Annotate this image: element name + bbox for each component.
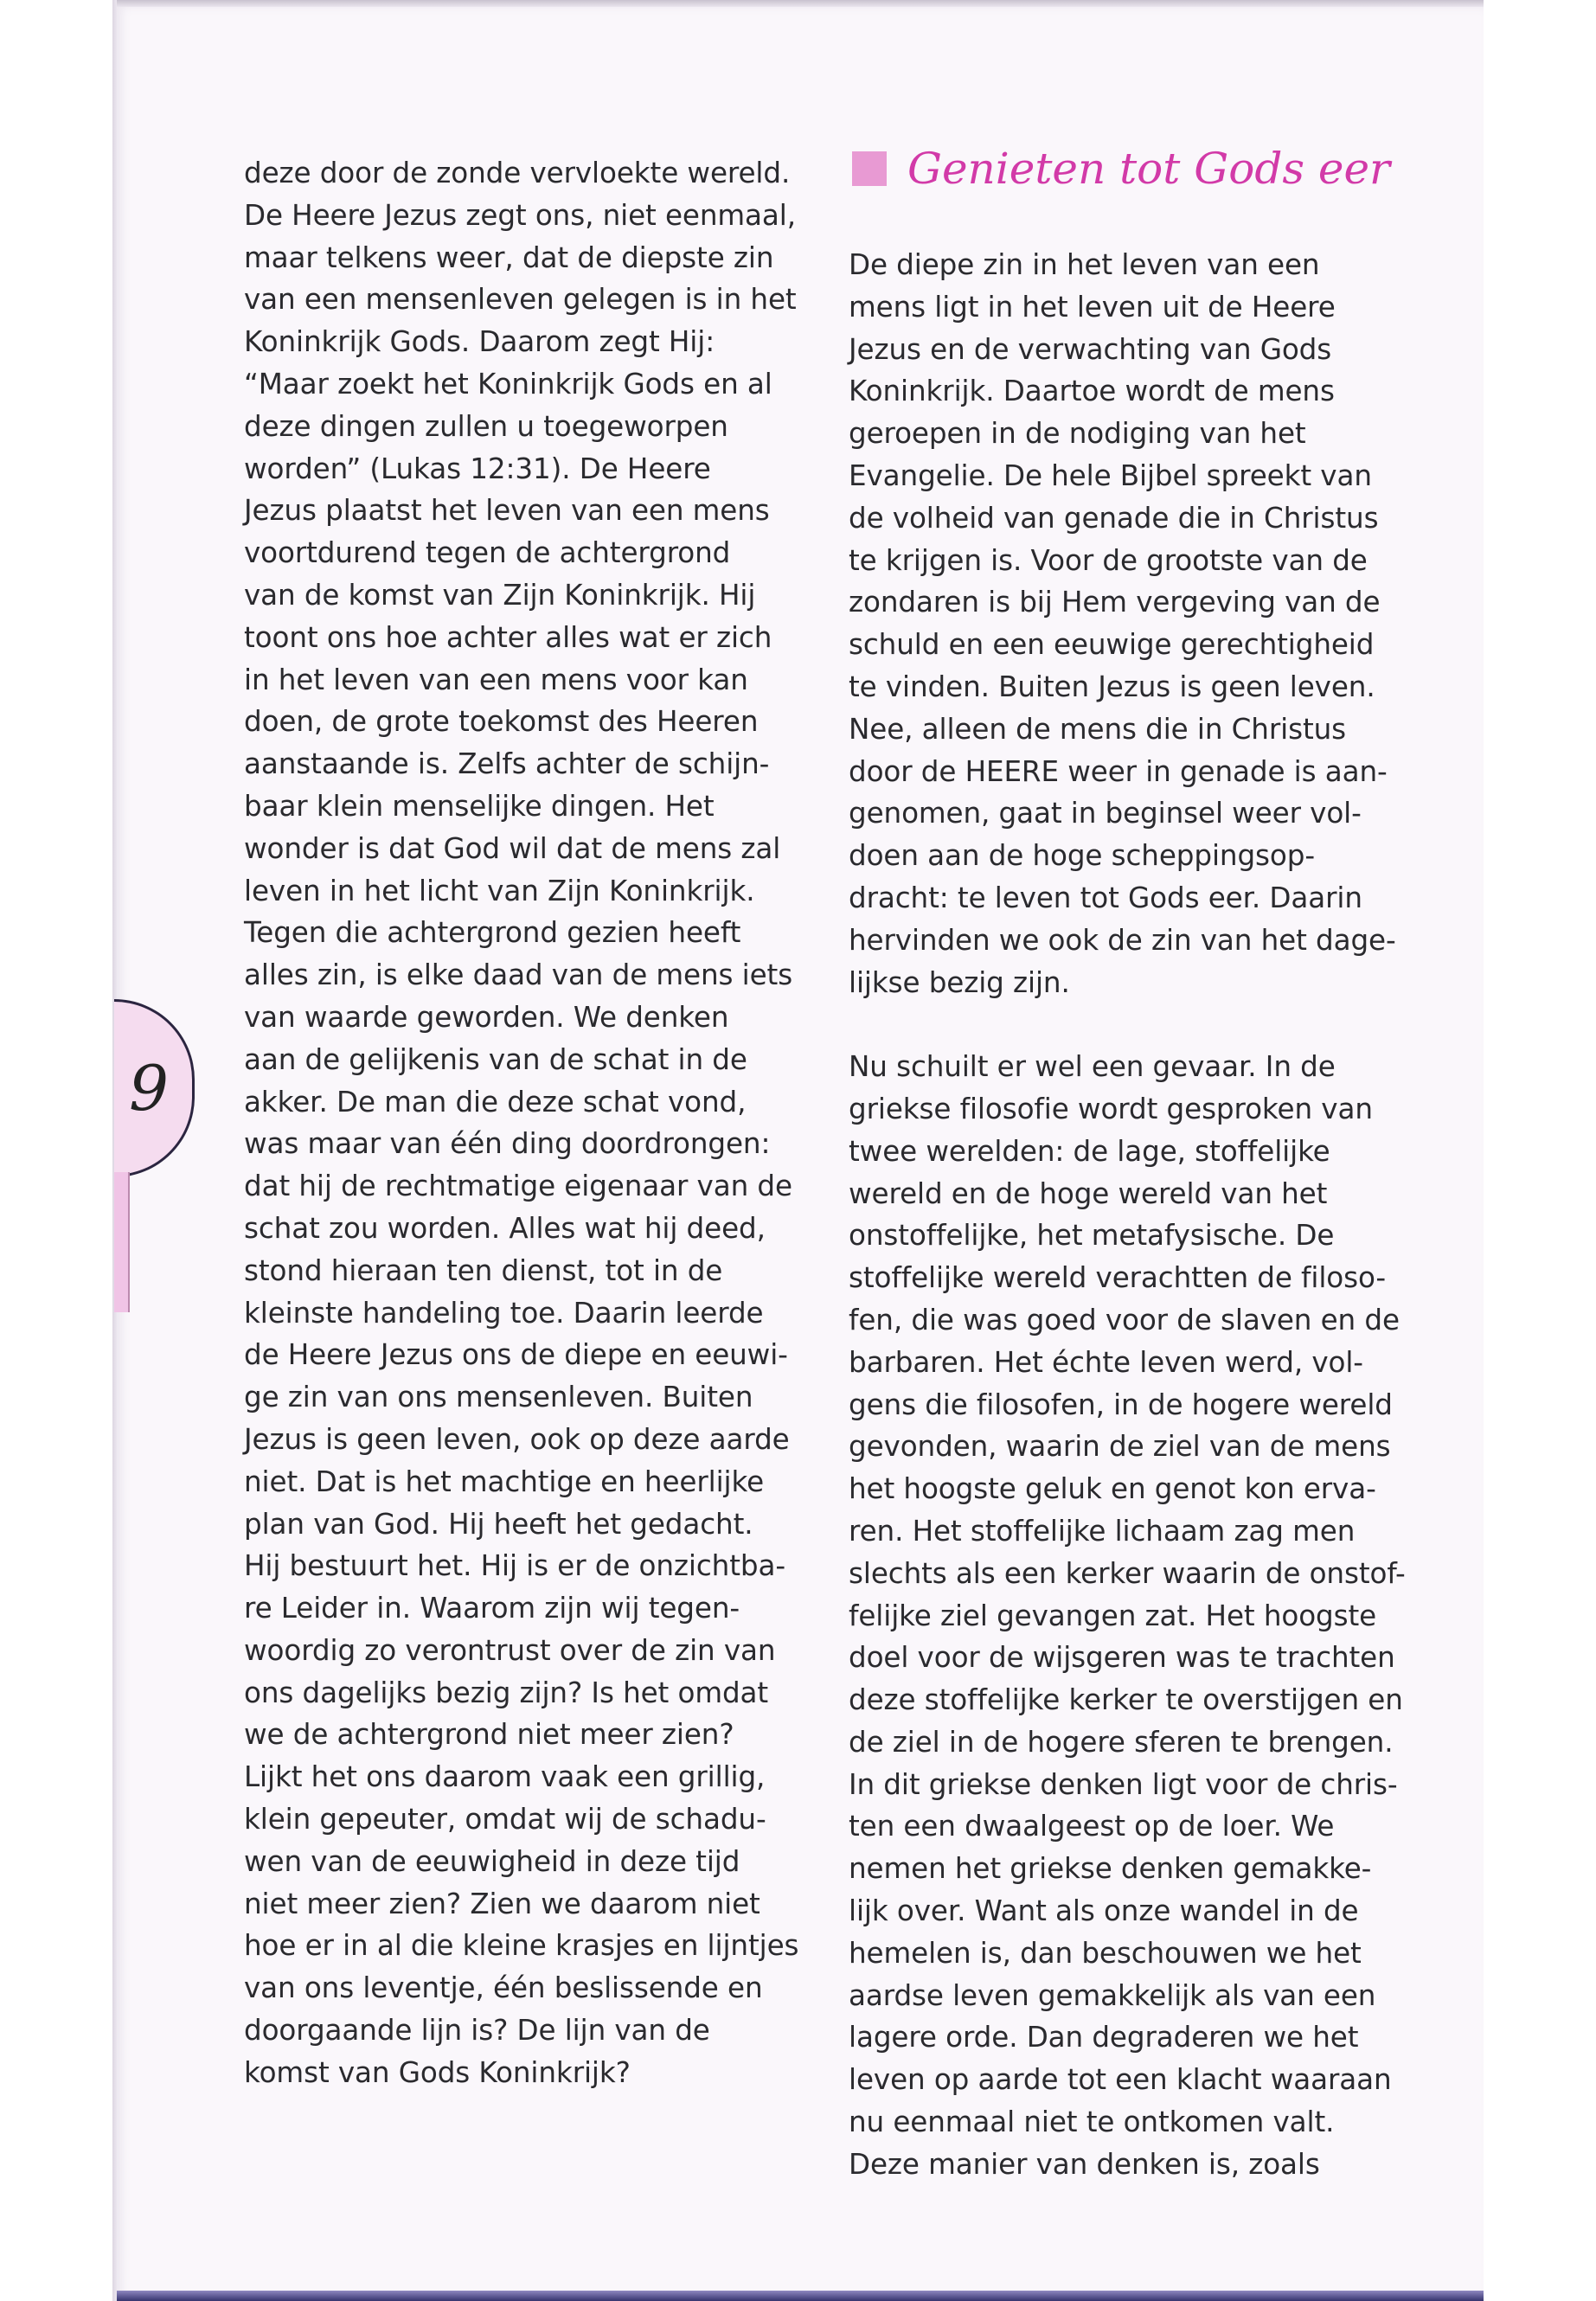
text-line: aan de gelijkenis van de schat in de: [244, 1042, 747, 1076]
section-heading: [852, 144, 1390, 194]
text-line: aanstaande is. Zelfs achter de schijn-: [244, 747, 770, 781]
text-line: Koninkrijk Gods. Daarom zegt Hij:: [244, 325, 715, 359]
text-line: schat zou worden. Alles wat hij deed,: [244, 1211, 766, 1245]
text-line: doorgaande lijn is? De lijn van de: [244, 2014, 710, 2048]
text-line: voortdurend tegen de achtergrond: [244, 536, 731, 570]
text-line: lijk over. Want als onze wandel in de: [849, 1894, 1359, 1928]
text-line: slechts als een kerker waarin de onstof-: [849, 1556, 1406, 1590]
text-line: Tegen die achtergrond gezien heeft: [244, 916, 741, 950]
text-line: hoe er in al die kleine krasjes en lijntjes: [244, 1929, 799, 1963]
text-line: het hoogste geluk en genot kon erva-: [849, 1472, 1376, 1506]
text-line: kleinste handeling toe. Daarin leerde: [244, 1296, 764, 1330]
text-line: wereld en de hoge wereld van het: [849, 1176, 1328, 1210]
text-line: niet meer zien? Zien we daarom niet: [244, 1887, 760, 1920]
text-line: wonder is dat God wil dat de mens zal: [244, 831, 781, 865]
text-line: felijke ziel gevangen zat. Het hoogste: [849, 1599, 1377, 1632]
text-line: worden” (Lukas 12:31). De Heere: [244, 452, 711, 485]
text-line: “Maar zoekt het Koninkrijk Gods en al: [244, 367, 772, 401]
text-line: genomen, gaat in beginsel weer vol-: [849, 797, 1362, 830]
paragraph-break: [849, 1003, 1402, 1046]
text-line: doen, de grote toekomst des Heeren: [244, 705, 759, 739]
text-line: ren. Het stoffelijke lichaam zag men: [849, 1514, 1356, 1548]
text-line: onstoffelijke, het metafysische. De: [849, 1219, 1335, 1253]
text-line: dracht: te leven tot Gods eer. Daarin: [849, 881, 1362, 914]
section-heading-title: Genieten tot Gods eer: [907, 144, 1390, 194]
text-line: stoffelijke wereld verachtten de filoso-: [849, 1261, 1387, 1295]
text-line: leven in het licht van Zijn Koninkrijk.: [244, 874, 755, 907]
text-line: van waarde geworden. We denken: [244, 1000, 729, 1034]
text-line: aardse leven gemakkelijk als van een: [849, 1978, 1376, 2012]
text-line: geroepen in de nodiging van het: [849, 417, 1306, 451]
text-line: Koninkrijk. Daartoe wordt de mens: [849, 375, 1335, 408]
text-line: door de HEERE weer in genade is aan-: [849, 754, 1388, 788]
text-line: te krijgen is. Voor de grootste van de: [849, 543, 1368, 577]
text-line: doen aan de hoge scheppingsop-: [849, 839, 1315, 873]
text-line: De Heere Jezus zegt ons, niet eenmaal,: [244, 198, 796, 232]
text-line: plan van God. Hij heeft het gedacht.: [244, 1507, 753, 1541]
text-line: Nu schuilt er wel een gevaar. In de: [849, 1050, 1336, 1084]
text-line: in het leven van een mens voor kan: [244, 663, 748, 696]
heading-square-icon: [852, 151, 887, 186]
text-line: re Leider in. Waarom zijn wij tegen-: [244, 1592, 740, 1625]
text-line: nu eenmaal niet te ontkomen valt.: [849, 2106, 1335, 2139]
text-line: woordig zo verontrust over de zin van: [244, 1633, 776, 1667]
page-tab-strip: [114, 1172, 130, 1312]
text-line: deze door de zonde vervloekte wereld.: [244, 157, 791, 189]
left-column-text: [244, 152, 798, 2094]
text-line: van een mensenleven gelegen is in het: [244, 283, 797, 317]
text-line: akker. De man die deze schat vond,: [244, 1085, 747, 1118]
text-line: klein gepeuter, omdat wij de schadu-: [244, 1803, 766, 1836]
page-number: 9: [129, 1052, 169, 1125]
text-line: hervinden we ook de zin van het dage-: [849, 923, 1396, 957]
text-line: ten een dwaalgeest op de loer. We: [849, 1810, 1335, 1843]
text-line: van ons leventje, één beslissende en: [244, 1971, 763, 2005]
text-line: was maar van één ding doordrongen:: [244, 1127, 771, 1161]
text-line: baar klein menselijke dingen. Het: [244, 789, 715, 823]
text-line: doel voor de wijsgeren was te trachten: [849, 1641, 1395, 1675]
text-line: Jezus en de verwachting van Gods: [849, 332, 1332, 366]
text-line: ons dagelijks bezig zijn? Is het omdat: [244, 1676, 769, 1709]
text-line: stond hieraan ten dienst, tot in de: [244, 1253, 723, 1287]
text-line: niet. Dat is het machtige en heerlijke: [244, 1465, 765, 1498]
text-line: hemelen is, dan beschouwen we het: [849, 1936, 1362, 1970]
text-line: Evangelie. De hele Bijbel spreekt van: [849, 458, 1372, 492]
text-line: fen, die was goed voor de slaven en de: [849, 1303, 1400, 1336]
text-line: Jezus is geen leven, ook op deze aarde: [244, 1422, 790, 1456]
text-line: schuld en een eeuwige gerechtigheid: [849, 628, 1375, 662]
text-line: De diepe zin in het leven van een: [849, 248, 1320, 281]
text-line: lijkse bezig zijn.: [849, 965, 1070, 999]
text-line: ge zin van ons mensenleven. Buiten: [244, 1381, 753, 1414]
text-line: de ziel in de hogere sferen te brengen.: [849, 1725, 1394, 1759]
text-line: twee werelden: de lage, stoffelijke: [849, 1134, 1330, 1168]
text-line: toont ons hoe achter alles wat er zich: [244, 620, 772, 654]
text-line: Deze manier van denken is, zoals: [849, 2147, 1320, 2181]
text-line: barbaren. Het échte leven werd, vol-: [849, 1345, 1363, 1379]
text-line: Nee, alleen de mens die in Christus: [849, 712, 1347, 746]
text-line: alles zin, is elke daad van de mens iets: [244, 958, 793, 992]
text-line: nemen het griekse denken gemakke-: [849, 1852, 1372, 1886]
text-line: komst van Gods Koninkrijk?: [244, 2055, 631, 2089]
text-line: Lijkt het ons daarom vaak een grillig,: [244, 1760, 766, 1794]
text-line: zondaren is bij Hem vergeving van de: [849, 586, 1381, 619]
text-line: leven op aarde tot een klacht waaraan: [849, 2063, 1392, 2097]
text-line: maar telkens weer, dat de diepste zin: [244, 240, 774, 274]
text-line: gevonden, waarin de ziel van de mens: [849, 1430, 1391, 1464]
text-line: deze stoffelijke kerker te overstijgen en: [849, 1683, 1403, 1717]
text-line: te vinden. Buiten Jezus is geen leven.: [849, 670, 1375, 703]
right-column-text: [849, 244, 1406, 2186]
text-line: Hij bestuurt het. Hij is er de onzichtba-: [244, 1549, 785, 1583]
text-line: lagere orde. Dan degraderen we het: [849, 2021, 1359, 2054]
bottom-page-edge: [117, 2291, 1484, 2301]
text-line: mens ligt in het leven uit de Heere: [849, 290, 1336, 324]
text-line: griekse filosofie wordt gesproken van: [849, 1092, 1373, 1125]
text-line: we de achtergrond niet meer zien?: [244, 1718, 734, 1752]
text-line: deze dingen zullen u toegeworpen: [244, 409, 728, 443]
text-line: Jezus plaatst het leven van een mens: [244, 494, 770, 528]
text-line: In dit griekse denken ligt voor de chris-: [849, 1767, 1398, 1801]
text-line: gens die filosofen, in de hogere wereld: [849, 1388, 1393, 1421]
text-line: van de komst van Zijn Koninkrijk. Hij: [244, 578, 756, 612]
text-line: dat hij de rechtmatige eigenaar van de: [244, 1170, 792, 1203]
text-line: wen van de eeuwigheid in deze tijd: [244, 1844, 740, 1878]
text-line: de volheid van genade die in Christus: [849, 501, 1379, 535]
text-line: de Heere Jezus ons de diepe en eeuwi-: [244, 1338, 788, 1372]
